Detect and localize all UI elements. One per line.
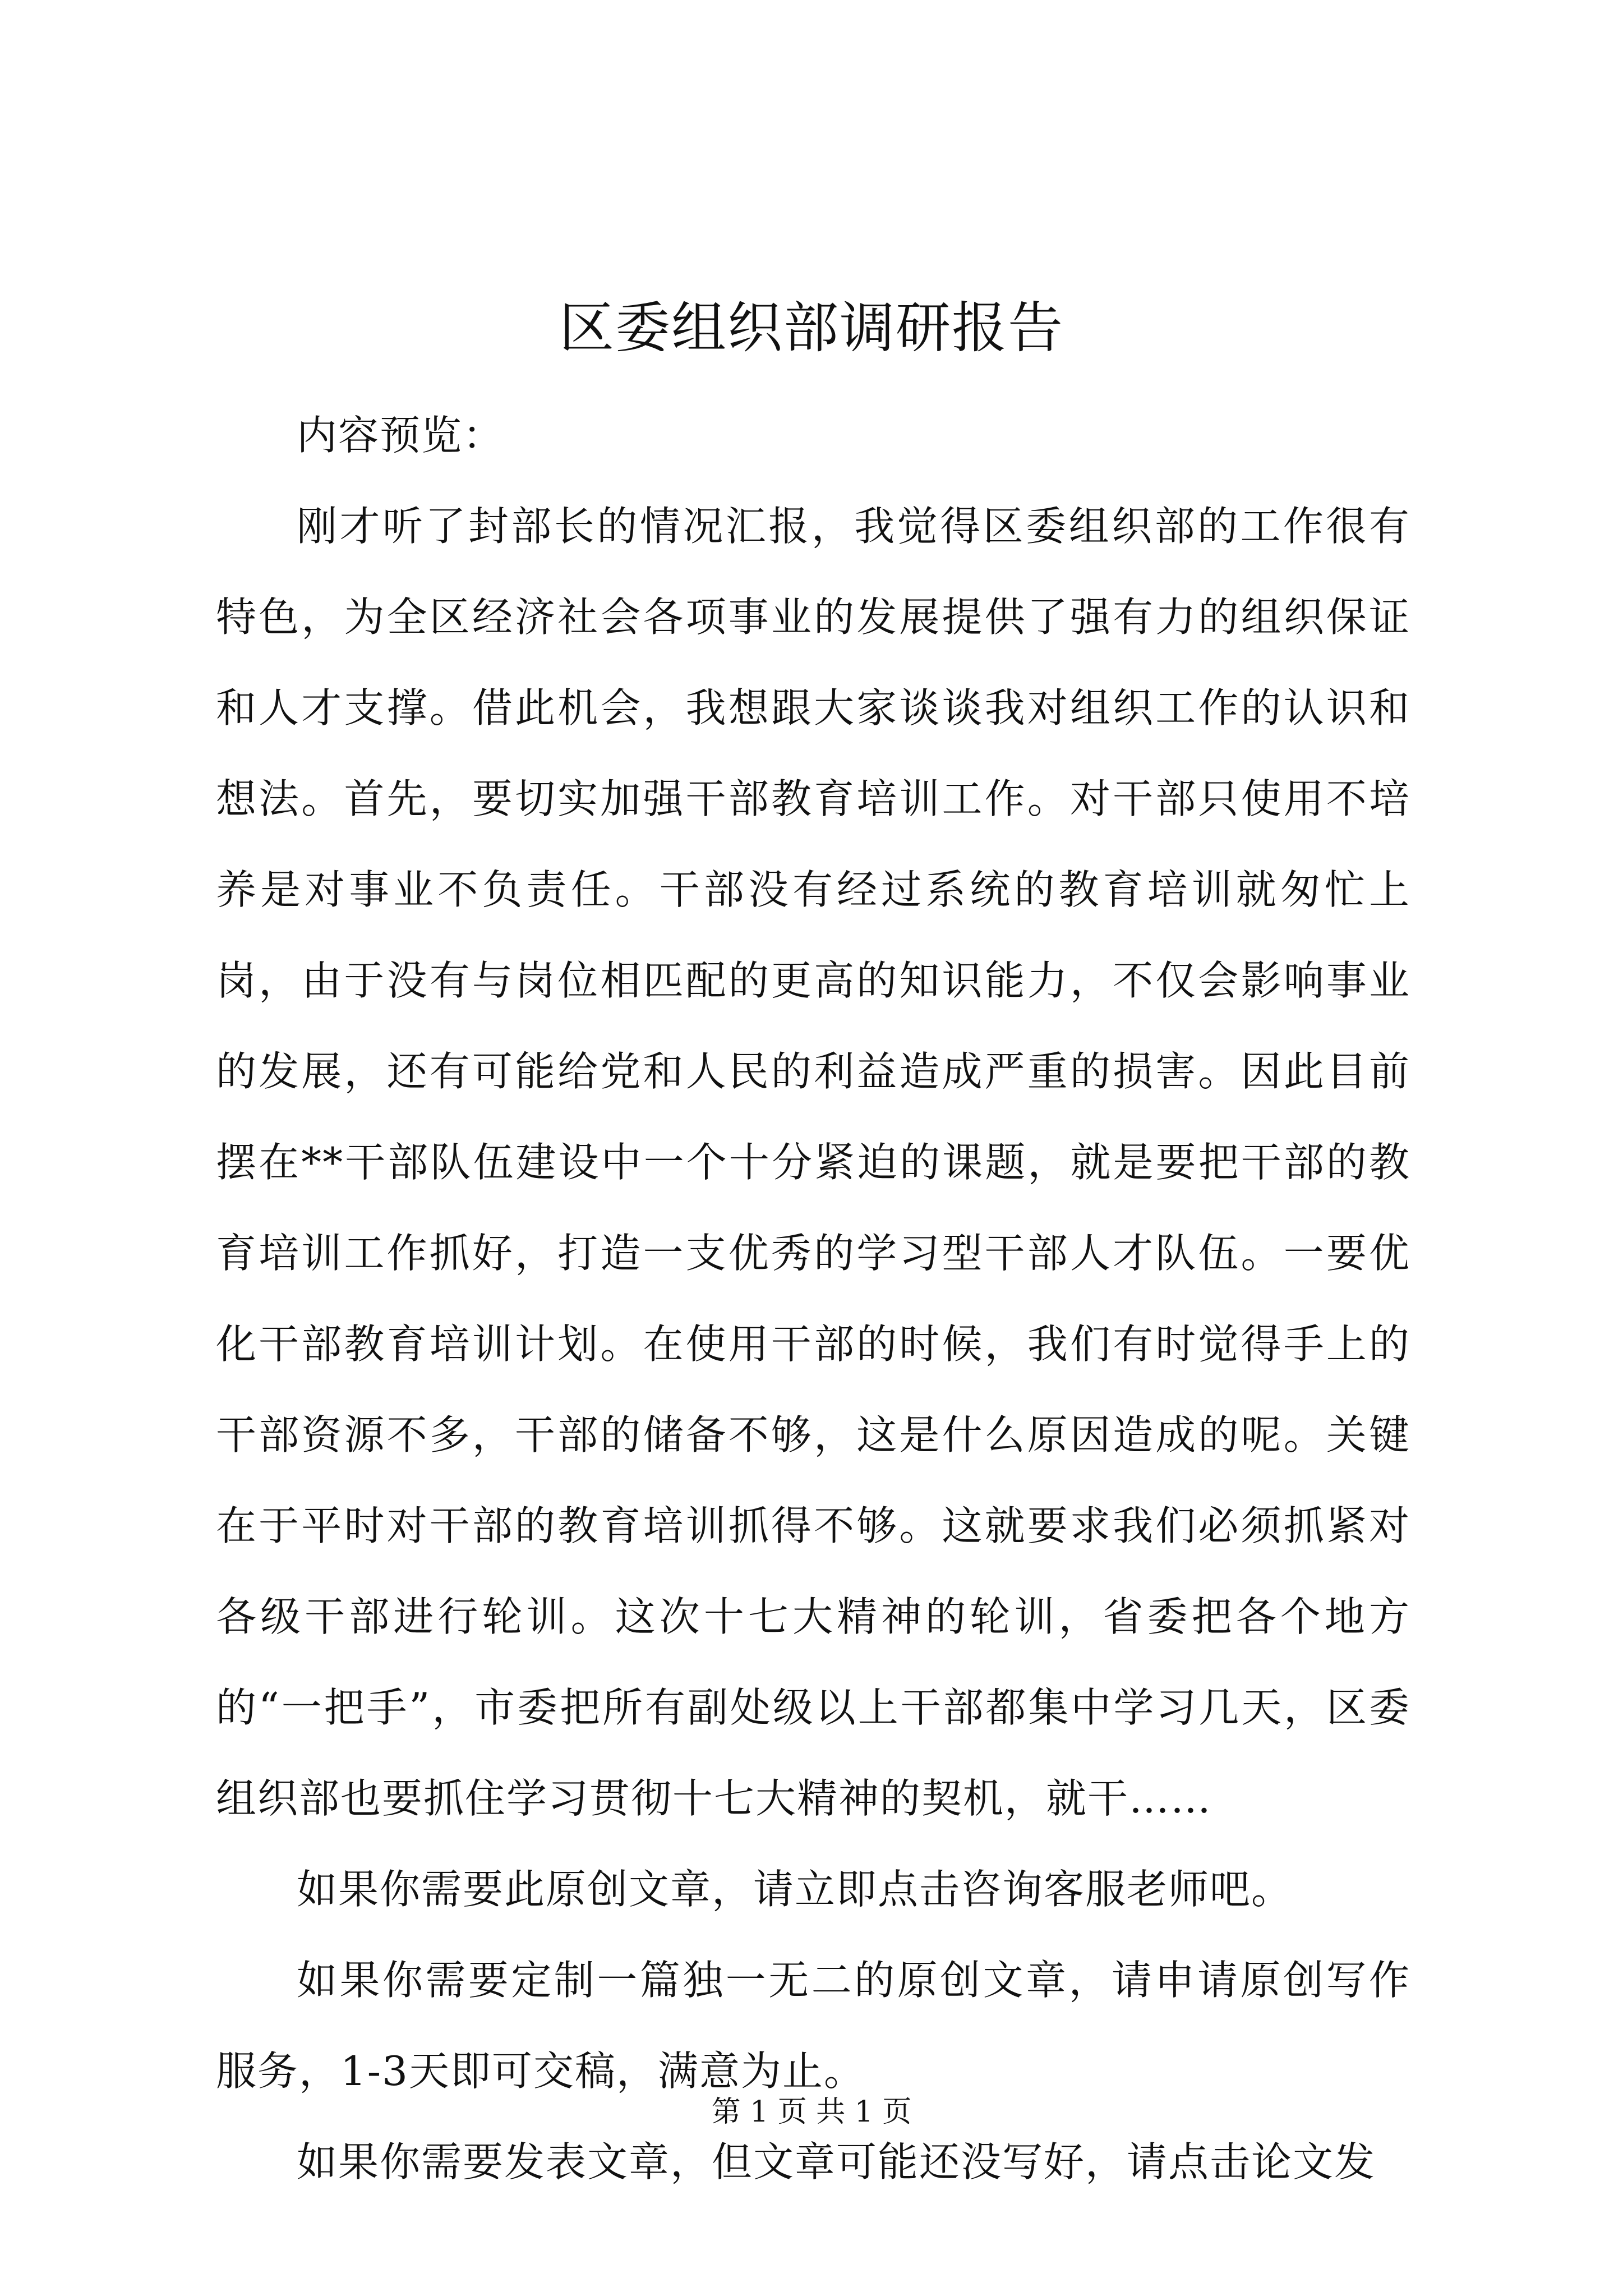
publish-paragraph: 如果你需要发表文章，但文章可能还没写好，请点击论文发 <box>297 2138 1376 2185</box>
document-body <box>216 390 1410 2207</box>
consult-paragraph: 如果你需要此原创文章，请立即点击咨询客服老师吧。 <box>297 1866 1293 1913</box>
preview-label: 内容预览： <box>297 412 505 459</box>
body-paragraph: 刚才听了封部长的情况汇报，我觉得区委组织部的工作很有特色，为全区经济社会各项事业的发展提供了强有力的组织保证和人才支撑。借此机会，我想跟大家谈谈我对组织工作的认识和想法。首先，要切实加强干部教育培训工作。对干部只使用不培养是对事业不负责任。干部没有经过系统的教育培训就匆忙上岗，由于没有与岗位相匹配的更高的知识能力，不仅会影响事业的发展，还有可能给党和人民的利益造成严重的损害。因此目前摆在**干部队伍建设中一个十分紧迫的课题，就是要把干部的教育培训工作抓好，打造一支优秀的学习型干部人才队伍。一要优化干部教育培训计划。在使用干部的时候，我们有时觉得手上的干部资源不多，干部的储备不够，这是什么原因造成的呢。关键在于平时对干部的教育培训抓得不够。这就要求我们必须抓紧对各级干部进行轮训。这次十七大精神的轮训，省委把各个地方的“一把手”，市委把所有副处级以上干部都集中学习几天，区委组织部也要抓住学习贯彻十七大精神的契机，就干…… <box>216 503 1410 1822</box>
document-title: 区委组织部调研报告 <box>559 296 1064 360</box>
page-number-footer: 第 1 页 共 1 页 <box>711 2095 912 2129</box>
custom-writing-paragraph: 如果你需要定制一篇独一无二的原创文章，请申请原创写作服务，1-3天即可交稿，满意为止。 <box>216 1957 1410 2095</box>
